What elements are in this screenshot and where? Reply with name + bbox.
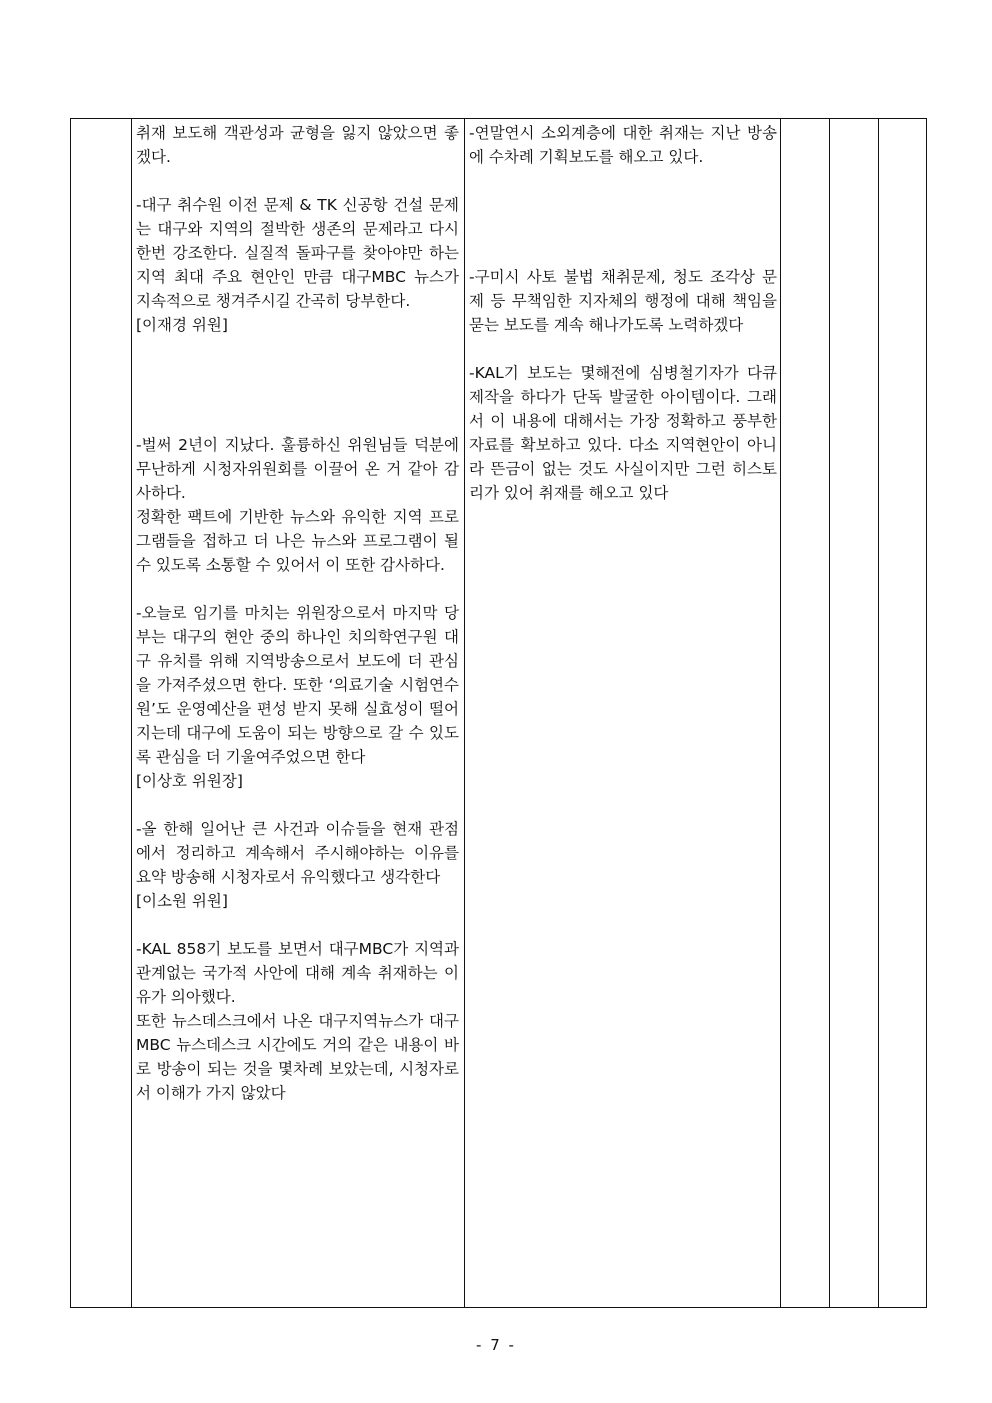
comment-paragraph: -대구 취수원 이전 문제 & TK 신공항 건설 문제는 대구와 지역의 절박한 생존의 문제라고 다시 한번 강조한다. 실질적 돌파구를 찾아야만 하는 지역 최대 주요 현안인 만큼 대구MBC 뉴스가 지속적으로 챙겨주시길 간곡히 당부한다.	[136, 196, 459, 310]
comment-paragraph: -올 한해 일어난 큰 사건과 이슈들을 현재 관점에서 정리하고 계속해서 주시해야하는 이유를 요약 방송해 시청자로서 유익했다고 생각한다	[136, 820, 459, 886]
comments-column	[136, 121, 459, 1105]
responses-column	[469, 121, 777, 505]
speaker-label: [이소원 위원]	[136, 892, 228, 910]
response-paragraph: -연말연시 소외계층에 대한 취재는 지난 방송에 수차례 기획보도를 해오고 있다.	[469, 124, 777, 166]
comment-paragraph: -오늘로 임기를 마치는 위원장으로서 마지막 당부는 대구의 현안 중의 하나인 치의학연구원 대구 유치를 위해 지역방송으로서 보도에 더 관심을 가져주셨으면 한다. 또한 ‘의료기술 시험연수원’도 운영예산을 편성 받지 못해 실효성이 떨어지는데 대구에 도움이 되는 방향으로 갈 수 있도록 관심을 더 기울여주었으면 한다	[136, 604, 459, 766]
table-column-divider	[464, 119, 465, 1307]
table-column-divider	[780, 119, 781, 1307]
page-number: - 7 -	[476, 1336, 516, 1354]
comment-paragraph: -벌써 2년이 지났다. 훌륭하신 위원님들 덕분에 무난하게 시청자위원회를 이끌어 온 거 같아 감사하다.	[136, 436, 459, 502]
speaker-label: [이상호 위원장]	[136, 772, 243, 790]
table-column-divider	[829, 119, 830, 1307]
comment-paragraph: 또한 뉴스데스크에서 나온 대구지역뉴스가 대구MBC 뉴스데스크 시간에도 거의 같은 내용이 바로 방송이 되는 것을 몇차례 보았는데, 시청자로서 이해가 가지 않았다	[136, 1012, 459, 1102]
comment-paragraph: -KAL 858기 보도를 보면서 대구MBC가 지역과 관계없는 국가적 사안에 대해 계속 취재하는 이유가 의아했다.	[136, 940, 459, 1006]
table-column-divider	[131, 119, 132, 1307]
response-paragraph: -구미시 사토 불법 채취문제, 청도 조각상 문제 등 무책임한 지자체의 행정에 대해 책임을 묻는 보도를 계속 해나가도록 노력하겠다	[469, 268, 777, 334]
comment-paragraph: 취재 보도해 객관성과 균형을 잃지 않았으면 좋겠다.	[136, 124, 459, 166]
response-paragraph: -KAL기 보도는 몇해전에 심병철기자가 다큐제작을 하다가 단독 발굴한 아이템이다. 그래서 이 내용에 대해서는 가장 정확하고 풍부한 자료를 확보하고 있다. 다소 지역현안이 아니라 뜬금이 없는 것도 사실이지만 그런 히스토리가 있어 취재를 해오고 있다	[469, 364, 777, 502]
speaker-label: [이재경 위원]	[136, 316, 228, 334]
comment-paragraph: 정확한 팩트에 기반한 뉴스와 유익한 지역 프로그램들을 접하고 더 나은 뉴스와 프로그램이 될 수 있도록 소통할 수 있어서 이 또한 감사하다.	[136, 508, 459, 574]
content-table	[70, 118, 927, 1308]
table-column-divider	[878, 119, 879, 1307]
